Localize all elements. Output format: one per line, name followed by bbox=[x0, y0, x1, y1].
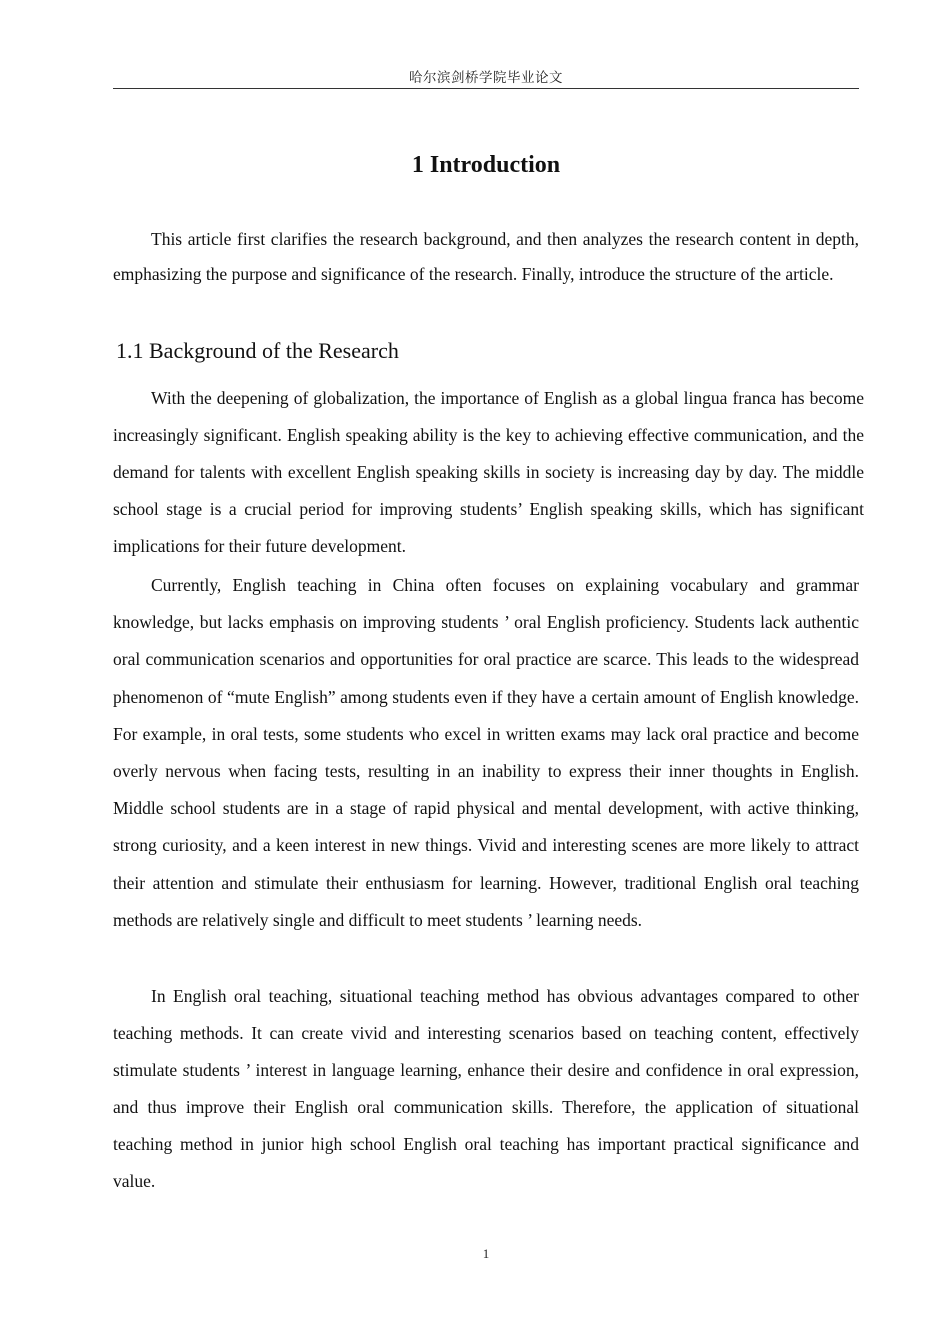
chapter-intro-paragraph: This article first clarifies the research background, and then analyzes the research content in depth, emphasizing the purpose and significance of the research. Finally, introduce the structure of the article. bbox=[113, 229, 859, 284]
page-number: 1 bbox=[482, 1246, 490, 1261]
body-paragraph: With the deepening of globalization, the importance of English as a global lingua franca has become increasingly significant. English speaking ability is the key to achieving effective communication, and the demand for talents with excellent English speaking skills in society is increasing day by day. The middle school stage is a crucial period for improving students’ English speaking skills, which has significant implications for their future development. bbox=[113, 388, 864, 556]
chapter-title: 1 Introduction bbox=[411, 152, 561, 178]
section-title: 1.1 Background of the Research bbox=[116, 338, 399, 363]
running-header: 哈尔滨剑桥学院毕业论文 bbox=[409, 70, 563, 85]
body-paragraph: Currently, English teaching in China often focuses on explaining vocabulary and grammar knowledge, but lacks emphasis on improving students ’ oral English proficiency. Students lack authentic oral communication scenarios and opportunities for oral practice are scarce. This leads to the widespread phenomenon of “mute English” among students even if they have a certain amount of English knowledge. For example, in oral tests, some students who excel in written exams may lack oral practice and become overly nervous when facing tests, resulting in an inability to express their inner thoughts in English. Middle school students are in a stage of rapid physical and mental development, with active thinking, strong curiosity, and a keen interest in new things. Vivid and interesting scenes are more likely to attract their attention and stimulate their enthusiasm for learning. However, traditional English oral teaching methods are relatively single and difficult to meet students ’ learning needs. bbox=[113, 575, 859, 930]
body-paragraph: In English oral teaching, situational teaching method has obvious advantages compared to other teaching methods. It can create vivid and interesting scenarios based on teaching content, effectively stimulate students ’ interest in language learning, enhance their desire and confidence in oral expression, and thus improve their English oral communication skills. Therefore, the application of situational teaching method in junior high school English oral teaching has important practical significance and value. bbox=[113, 986, 859, 1192]
header-divider bbox=[113, 88, 859, 89]
